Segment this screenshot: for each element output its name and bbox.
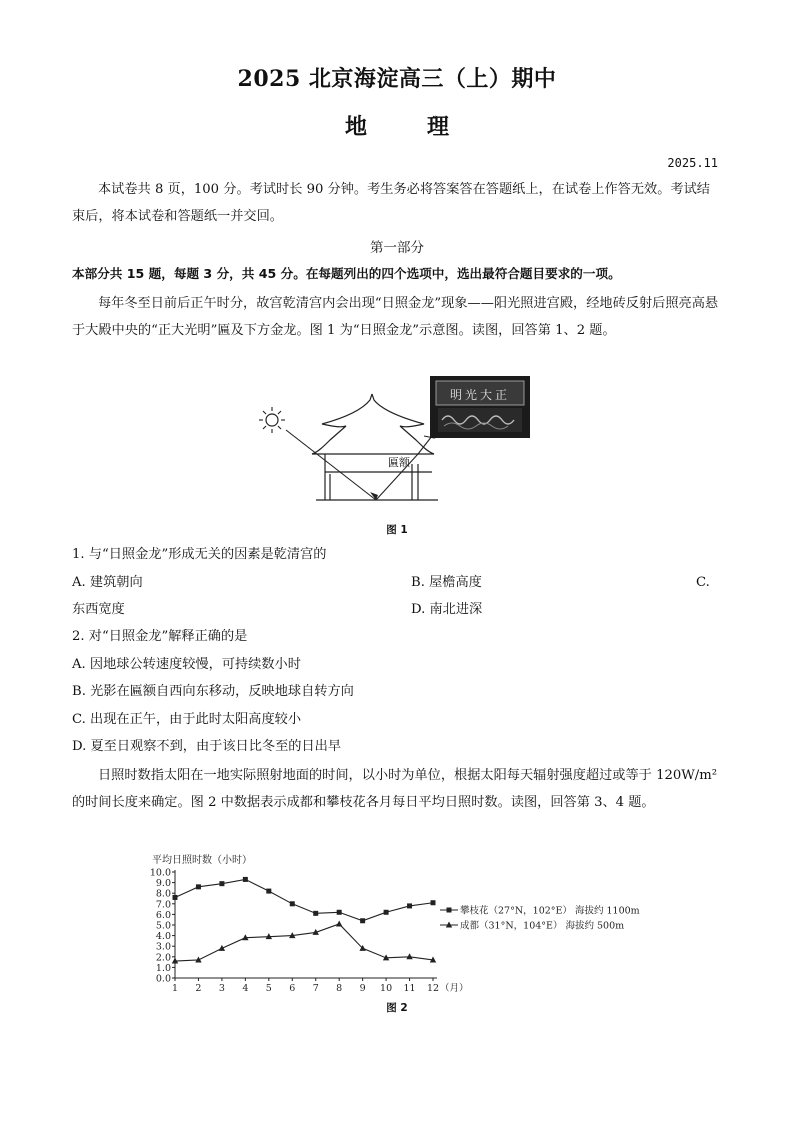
legend-label-1: 攀枝花（27°N，102°E） 海拔约 1100m xyxy=(460,905,640,917)
data-point-square xyxy=(219,881,224,886)
exam-date: 2025.11 xyxy=(667,156,718,170)
data-point-triangle xyxy=(336,920,342,926)
x-tick-label: 5 xyxy=(265,983,272,994)
data-point-square xyxy=(384,910,389,915)
q1-option-b: B. 屋檐高度 xyxy=(411,575,482,590)
x-tick-label: 12 xyxy=(426,983,440,994)
plaque-label: 匾额 xyxy=(388,456,410,469)
data-point-square xyxy=(407,903,412,908)
part-instruction: 本部分共 15 题，每题 3 分，共 45 分。在每题列出的四个选项中，选出最符合题目要求的一项。 xyxy=(72,266,621,281)
plaque-photo xyxy=(430,376,530,438)
data-point-square xyxy=(313,911,318,916)
x-tick-label: 8 xyxy=(336,983,343,994)
y-tick-label: 2.0 xyxy=(155,952,171,964)
x-tick-label: 11 xyxy=(403,983,416,994)
x-tick-label: 3 xyxy=(218,983,225,994)
q1-option-c-letter: C. xyxy=(696,575,710,590)
data-point-square xyxy=(196,884,201,889)
q1-stem: 1. 与“日照金龙”形成无关的因素是乾清宫的 xyxy=(72,547,327,562)
legend-marker-square xyxy=(447,908,452,913)
data-point-square xyxy=(173,895,178,900)
x-unit-label: （月） xyxy=(440,983,469,994)
q1-option-c-text: 东西宽度 xyxy=(72,602,125,617)
passage-1: 每年冬至日前后正午时分，故宫乾清宫内会出现“日照金龙”现象——阳光照进宫殿，经地砖反射后照亮高悬于大殿中央的“正大光明”匾及下方金龙。图 1 为“日照金龙”示意图。读图，回答第 1、2 题。 xyxy=(72,296,719,338)
q2-option-a: A. 因地球公转速度较慢，可持续数小时 xyxy=(72,657,301,672)
q2-stem: 2. 对“日照金龙”解释正确的是 xyxy=(72,629,248,644)
palace-outline xyxy=(312,394,438,500)
chart-title: 平均日照时数（小时） xyxy=(152,855,252,866)
figure-2-chart xyxy=(140,850,660,1000)
y-tick-label: 4.0 xyxy=(155,931,171,943)
x-tick-label: 2 xyxy=(195,983,202,994)
q1-option-d: D. 南北进深 xyxy=(411,602,483,617)
x-tick-label: 7 xyxy=(312,983,319,994)
data-point-square xyxy=(337,910,342,915)
x-tick-label: 4 xyxy=(242,983,249,994)
subject-char-1: 地 xyxy=(344,114,367,140)
y-tick-label: 1.0 xyxy=(155,962,171,974)
data-point-square xyxy=(431,900,436,905)
q2-option-b: B. 光影在匾额自西向东移动，反映地球自转方向 xyxy=(72,684,354,699)
y-tick-label: 6.0 xyxy=(155,909,171,921)
series-line-2 xyxy=(175,924,433,961)
y-tick-label: 5.0 xyxy=(155,920,171,932)
figure-1-diagram xyxy=(252,374,542,514)
sun-icon xyxy=(259,407,285,433)
data-point-square xyxy=(243,877,248,882)
subject-char-2: 理 xyxy=(427,114,450,140)
part-title: 第一部分 xyxy=(370,240,424,256)
y-tick-label: 7.0 xyxy=(155,899,171,911)
data-point-square xyxy=(266,889,271,894)
x-tick-label: 10 xyxy=(380,983,393,994)
y-tick-label: 0.0 xyxy=(155,973,171,985)
y-tick-label: 9.0 xyxy=(155,878,171,890)
x-tick-label: 1 xyxy=(171,983,179,994)
data-point-triangle xyxy=(406,953,412,959)
y-tick-label: 10.0 xyxy=(149,867,171,879)
q2-option-c: C. 出现在正午，由于此时太阳高度较小 xyxy=(72,712,302,727)
figure-1-caption: 图 1 xyxy=(386,524,408,536)
subject-title xyxy=(0,110,794,141)
plaque-text: 明光大正 xyxy=(449,388,511,402)
q2-option-d: D. 夏至日观察不到，由于该日比冬至的日出早 xyxy=(72,739,342,754)
y-tick-label: 3.0 xyxy=(155,941,171,953)
x-tick-label: 9 xyxy=(359,983,366,994)
data-point-square xyxy=(290,901,295,906)
data-point-square xyxy=(360,918,365,923)
q1-option-a: A. 建筑朝向 xyxy=(72,575,143,590)
light-ray xyxy=(286,430,432,500)
series-line-1 xyxy=(175,879,433,920)
legend-label-2: 成都（31°N，104°E） 海拔约 500m xyxy=(460,920,625,932)
exam-title: 2025 北京海淀高三（上）期中 xyxy=(237,66,557,92)
figure-2-caption: 图 2 xyxy=(386,1002,408,1014)
x-tick-label: 6 xyxy=(289,983,296,994)
y-tick-label: 8.0 xyxy=(155,888,171,900)
passage-2: 日照时数指太阳在一地实际照射地面的时间，以小时为单位，根据太阳每天辐射强度超过或等于 120W/m²的时间长度来确定。图 2 中数据表示成都和攀枝花各月每日平均日照时数。读图，回答第 3、4 题。 xyxy=(72,768,718,810)
intro-paragraph: 本试卷共 8 页，100 分。考试时长 90 分钟。考生务必将答案答在答题纸上，在试卷上作答无效。考试结束后，将本试卷和答题纸一并交回。 xyxy=(72,182,710,224)
